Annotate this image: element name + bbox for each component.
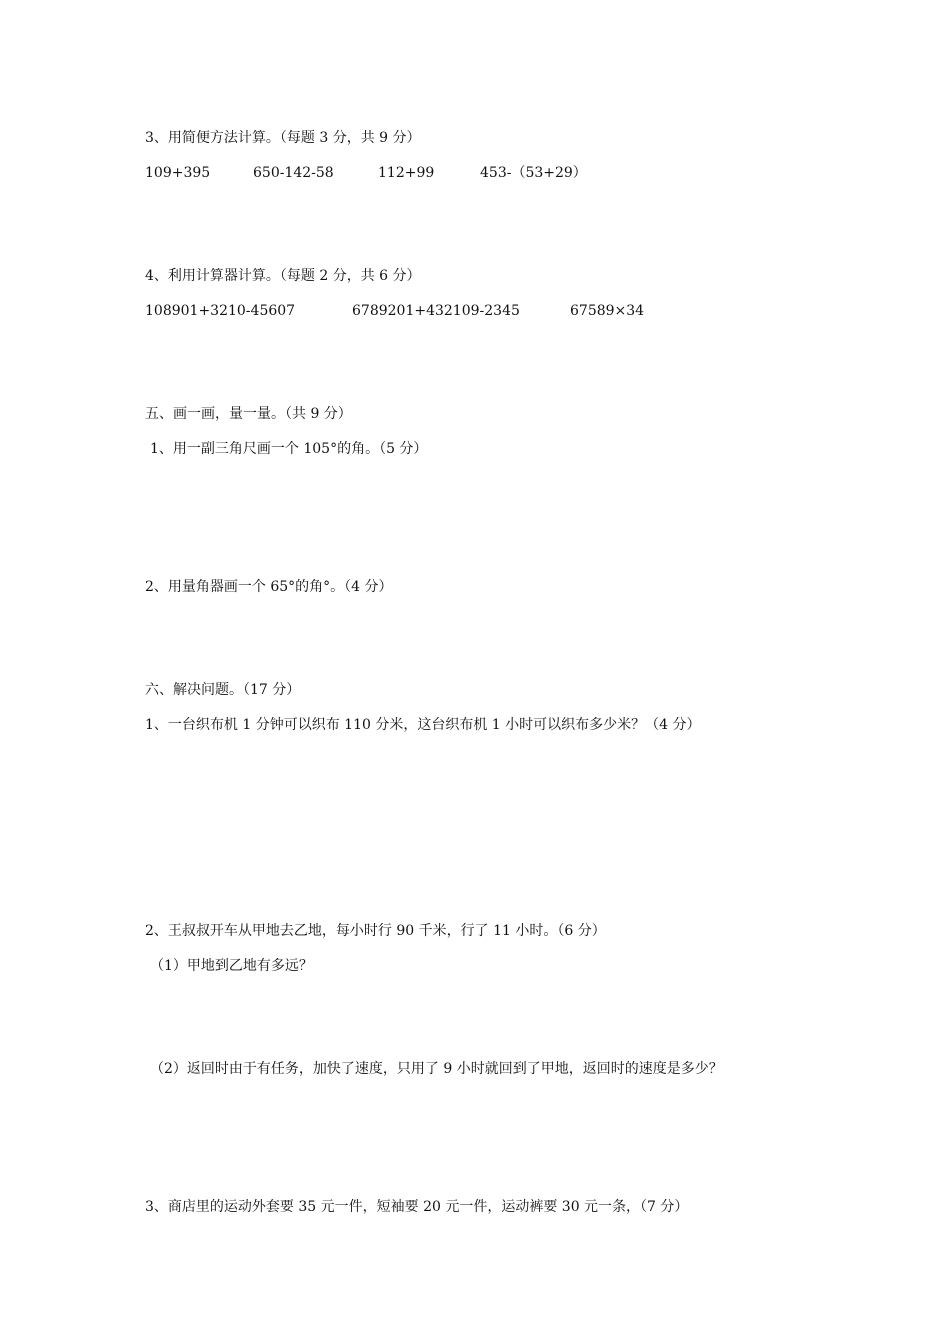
section-6-question-1: 1、一台织布机 1 分钟可以织布 110 分米，这台织布机 1 小时可以织布多少米？（4 分） (145, 717, 701, 733)
calc-item-4: 453-（53+29） (480, 165, 587, 181)
section-6-question-2: 2、王叔叔开车从甲地去乙地，每小时行 90 千米，行了 11 小时。（6 分） (145, 923, 606, 939)
calculator-item-1: 108901+3210-45607 (145, 303, 296, 319)
calculator-item-3: 67589×34 (570, 303, 645, 319)
section-6-question-2-part-1: （1）甲地到乙地有多远？ (150, 958, 313, 974)
section-5-title: 五、画一画，量一量。（共 9 分） (145, 406, 352, 422)
calc-item-2: 650-142-58 (253, 165, 334, 181)
calc-item-1: 109+395 (145, 165, 211, 181)
section-6-question-3: 3、商店里的运动外套要 35 元一件，短袖要 20 元一件，运动裤要 30 元一条，（7 分） (145, 1199, 689, 1215)
section-5-question-1: 1、用一副三角尺画一个 105°的角。（5 分） (150, 441, 428, 457)
section-6-question-2-part-2: （2）返回时由于有任务，加快了速度，只用了 9 小时就回到了甲地，返回时的速度是多少？ (150, 1061, 723, 1077)
question-4-title: 4、利用计算器计算。（每题 2 分，共 6 分） (145, 268, 421, 284)
section-6-title: 六、解决问题。（17 分） (145, 682, 301, 698)
calc-item-3: 112+99 (378, 165, 435, 181)
section-5-question-2: 2、用量角器画一个 65°的角°。（4 分） (145, 579, 393, 595)
question-3-title: 3、用简便方法计算。（每题 3 分，共 9 分） (145, 130, 421, 146)
calculator-item-2: 6789201+432109-2345 (352, 303, 520, 319)
